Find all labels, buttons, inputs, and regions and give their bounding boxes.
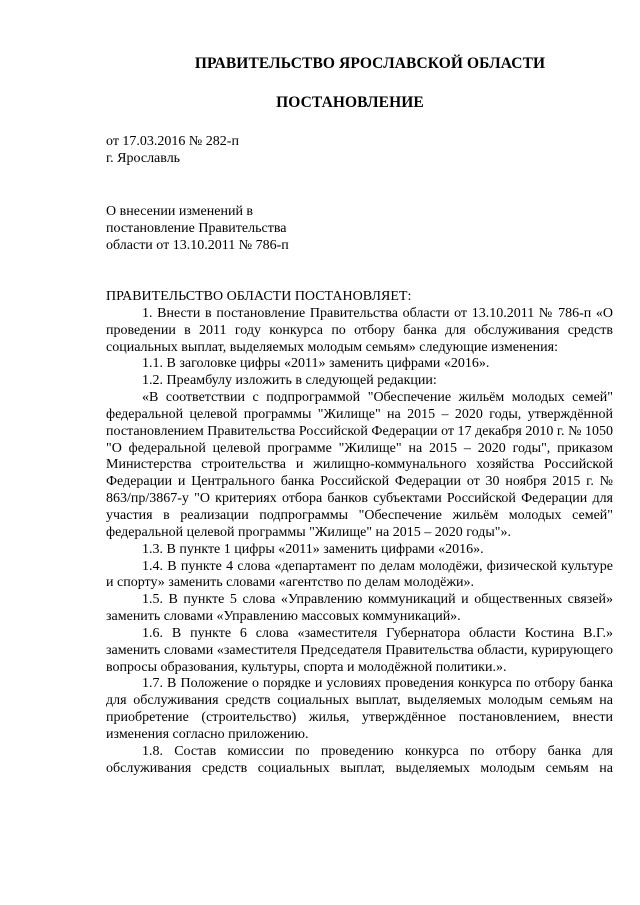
subject-line: области от 13.10.2011 № 786-п bbox=[106, 238, 289, 253]
paragraph-1: 1. Внести в постановление Правительства области от 13.10.2011 № 786-п «О проведении в 2011 году конкурса по отбору банка для обслуживания средств социальных выплат, выделяемых молодым семьям» следующие изменения: bbox=[106, 305, 613, 355]
paragraph-1-7: 1.7. В Положение о порядке и условиях проведения конкурса по отбору банка для обслуживания средств социальных выплат, выделяемых молодым семьям на приобретение (строительство) жилья, утверждённое постановлением, внести изменения согласно приложению. bbox=[106, 676, 613, 742]
paragraph-1-8: 1.8. Состав комиссии по проведению конкурса по отбору банка для обслуживания средств социальных выплат, выделяемых молодым семьям на bbox=[106, 743, 613, 776]
paragraph-1-6: 1.6. В пункте 6 слова «заместителя Губернатора области Костина В.Г.» заменить словами «заместителя Председателя Правительства области, курирующего вопросы образования, культуры, спорта и молодёжной политики.». bbox=[106, 625, 613, 675]
paragraph-1-4: 1.4. В пункте 4 слова «департамент по делам молодёжи, физической культуре и спорту» заменить словами «агентство по делам молодёжи». bbox=[106, 558, 613, 591]
paragraph-1-3: 1.3. В пункте 1 цифры «2011» заменить цифрами «2016». bbox=[142, 541, 484, 557]
subject-line: О внесении изменений в bbox=[106, 204, 254, 219]
document-type-title: ПОСТАНОВЛЕНИЕ bbox=[276, 94, 424, 111]
preamble: ПРАВИТЕЛЬСТВО ОБЛАСТИ ПОСТАНОВЛЯЕТ: bbox=[106, 289, 412, 304]
paragraph-1-2: 1.2. Преамбулу изложить в следующей редакции: bbox=[142, 373, 437, 389]
organization-title: ПРАВИТЕЛЬСТВО ЯРОСЛАВСКОЙ ОБЛАСТИ bbox=[194, 55, 546, 72]
paragraph-1-5: 1.5. В пункте 5 слова «Управлению коммуникаций и общественных связей» заменить словами «Управлению массовых коммуникаций». bbox=[106, 592, 613, 625]
document-body bbox=[106, 289, 613, 777]
date-and-number: от 17.03.2016 № 282-п bbox=[106, 134, 239, 149]
document-subject bbox=[106, 203, 366, 254]
paragraph-1-1: 1.1. В заголовке цифры «2011» заменить цифрами «2016». bbox=[142, 356, 490, 372]
paragraph-preamble-text: «В соответствии с подпрограммой "Обеспечение жильём молодых семей" федеральной целевой программы "Жилище" на 2015 – 2020 годы, утверждённой постановлением Правительства Российской Федерации от 17 декабря 2010 г. № 1050 "О федеральной целевой программе "Жилище" на 2015 – 2020 годы", приказом Министерства строительства и жилищно-коммунального хозяйства Российской Федерации и Центрального банка Российской Федерации от 30 ноября 2015 г. № 863/пр/3867-у "О критериях отбора банков субъектами Российской Федерации для участия в реализации подпрограммы "Обеспечение жильём молодых семей" федеральной целевой программы "Жилище" на 2015 – 2020 годы"». bbox=[106, 390, 613, 540]
subject-line: постановление Правительства bbox=[106, 221, 287, 236]
city: г. Ярославль bbox=[106, 151, 181, 166]
